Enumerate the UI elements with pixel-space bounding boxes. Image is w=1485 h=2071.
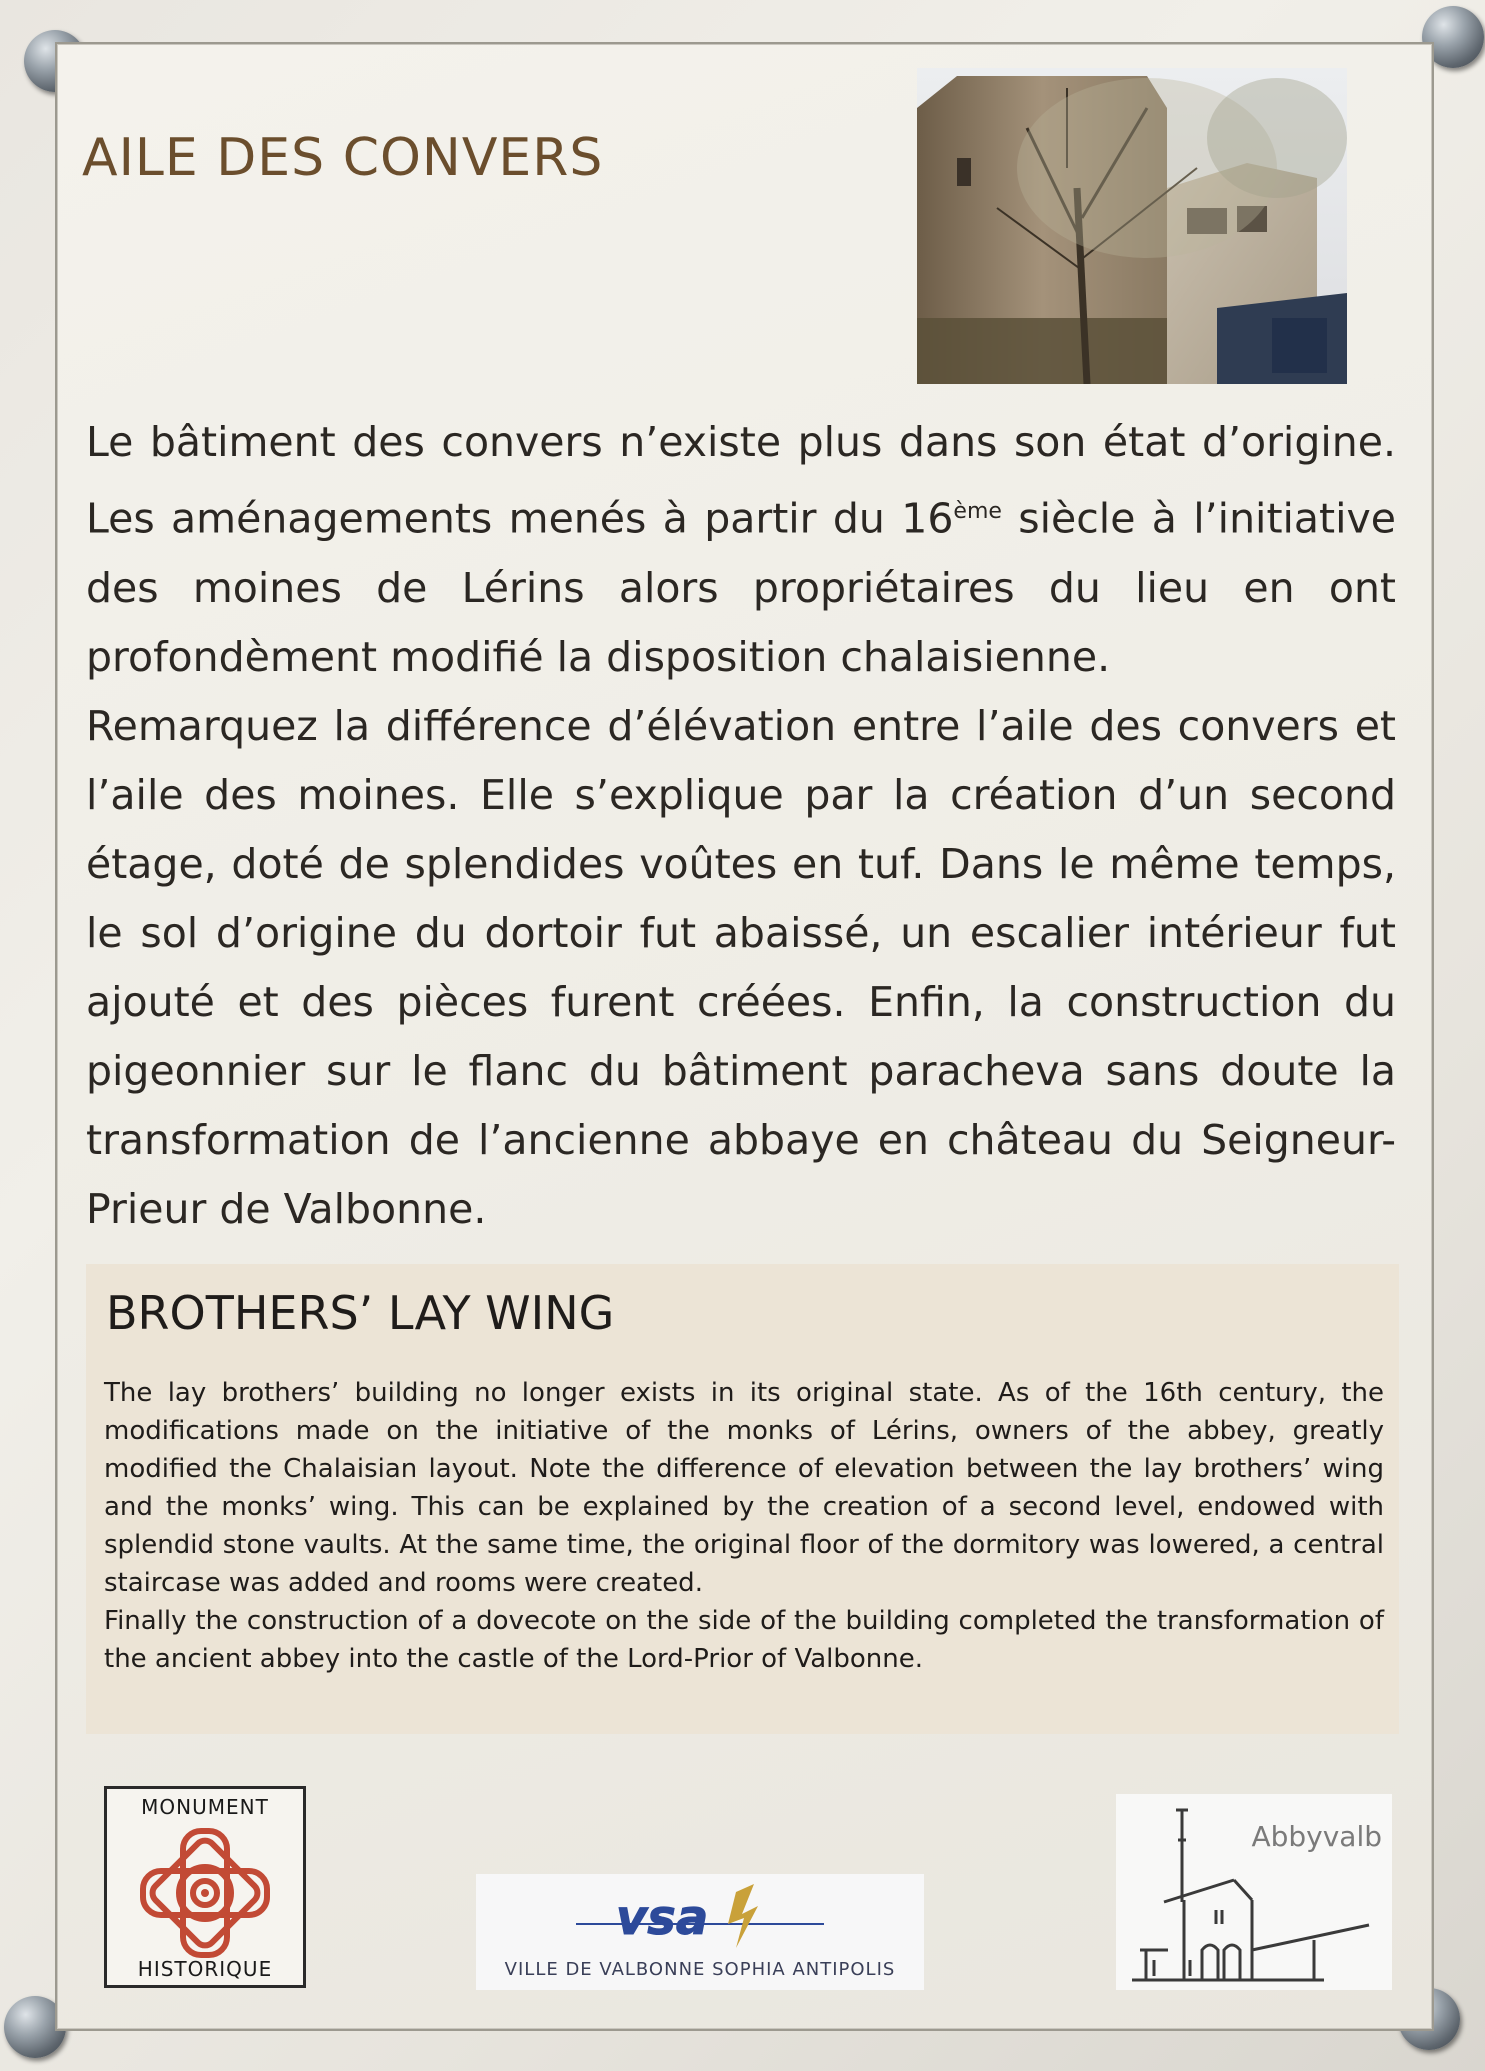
english-paragraph-2: Finally the construction of a dovecote on the side of the building completed the transformation of the ancient abbey into the castle of the Lord-Prior of Valbonne. [104, 1606, 1384, 1674]
vsa-text: vsa [616, 1890, 709, 1946]
valbonne-caption: VILLE DE VALBONNE SOPHIA ANTIPOLIS [504, 1959, 896, 1980]
english-description [104, 1374, 1384, 1678]
abbyvalb-logo [1116, 1794, 1392, 1990]
english-title: BROTHERS’ LAY WING [106, 1286, 615, 1340]
french-description [86, 408, 1396, 1244]
french-paragraph-1b: siècle à l’initiative des moines de Lérins alors propriétaires du lieu en ont profondèment modifié la disposition chalaisienne. [86, 494, 1396, 681]
abbey-sketch-icon [1124, 1800, 1384, 1986]
french-superscript: ème [953, 499, 1002, 524]
french-paragraph-2: Remarquez la différence d’élévation entre l’aile des convers et l’aile des moines. Elle s’explique par la création d’un second étage, doté de splendides voûtes en tuf. Dans le même temps, le sol d’origine du dortoir fut abaissé, un escalier intérieur fut ajouté et des pièces furent créées. Enfin, la construction du pigeonnier sur le flanc du bâtiment paracheva sans doute la transformation de l’ancienne abbaye en château du Seigneur-Prieur de Valbonne. [86, 701, 1396, 1233]
building-photo [917, 68, 1347, 384]
page-title: AILE DES CONVERS [82, 128, 604, 188]
valbonne-logo [476, 1874, 924, 1990]
english-section [86, 1264, 1399, 1734]
monument-label: MONUMENT [141, 1795, 269, 1819]
english-paragraph-1: The lay brothers’ building no longer exists in its original state. As of the 16th century, the modifications made on the initiative of the monks of Lérins, owners of the abbey, greatly modified the Chalaisian layout. Note the difference of elevation between the lay brothers’ wing and the monks’ wing. This can be explained by the creation of a second level, endowed with splendid stone vaults. At the same time, the original floor of the dormitory was lowered, a central staircase was added and rooms were created. [104, 1378, 1384, 1598]
vsa-wordmark-icon [576, 1884, 824, 1954]
building-photo-icon [917, 68, 1347, 384]
monument-historique-logo [104, 1786, 306, 1988]
historique-label: HISTORIQUE [137, 1957, 273, 1981]
labyrinth-cross-icon [135, 1823, 275, 1963]
french-paragraph-1a: Le bâtiment des convers n’existe plus dans son état d’origine. Les aménagements menés à partir du 16 [86, 418, 1396, 543]
abbyvalb-label: Abbyvalb [1251, 1820, 1382, 1853]
